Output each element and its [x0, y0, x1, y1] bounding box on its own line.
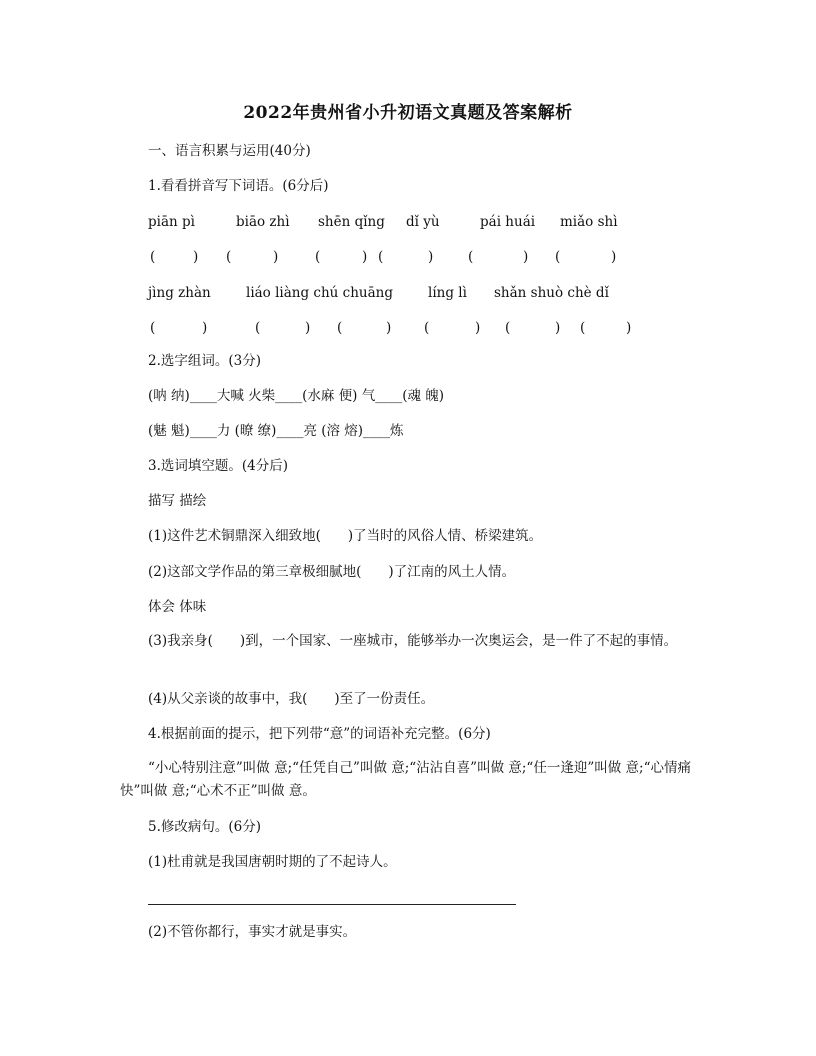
- answer-bracket-close: ): [273, 249, 279, 265]
- question-2-prompt: 2.选字组词。(3分): [148, 353, 262, 369]
- word-choices: 描写 描绘: [148, 493, 207, 509]
- question-4-prompt: 4.根据前面的提示，把下列带“意”的词语补充完整。(6分): [148, 726, 491, 742]
- answer-bracket-close: ): [193, 249, 199, 265]
- answer-bracket-close: ): [523, 249, 529, 265]
- question-3-sentence: (2)这部文学作品的第三章极细腻地( )了江南的风土人情。: [148, 564, 516, 580]
- answer-bracket-close: ): [555, 320, 561, 336]
- answer-bracket-close: ): [626, 320, 632, 336]
- question-2-line: (魅 魁)____力 (暸 缭)____亮 (溶 熔)____炼: [148, 423, 404, 439]
- answer-bracket-close: ): [305, 320, 311, 336]
- answer-bracket-open: (: [468, 249, 474, 265]
- question-3-sentence: (1)这件艺术铜鼎深入细致地( )了当时的风俗人情、桥梁建筑。: [148, 528, 543, 544]
- pinyin-item: jìng zhàn: [148, 285, 211, 301]
- section-heading: 一、语言积累与运用(40分): [148, 143, 311, 159]
- answer-bracket-close: ): [202, 320, 208, 336]
- pinyin-item: líng lì: [428, 285, 467, 301]
- question-2-line: (呐 纳)____大喊 火柴____(水麻 便) 气____(魂 魄): [148, 388, 445, 404]
- question-1-prompt: 1.看看拼音写下词语。(6分后): [148, 178, 329, 194]
- word-choices: 体会 体味: [148, 599, 207, 615]
- answer-bracket-open: (: [315, 249, 321, 265]
- pinyin-item: biāo zhì: [236, 214, 290, 230]
- answer-bracket-close: ): [386, 320, 392, 336]
- question-3-sentence: (4)从父亲谈的故事中，我( )至了一份责任。: [148, 691, 435, 707]
- answer-bracket-open: (: [378, 249, 384, 265]
- question-4-text: “小心特别注意”叫做 意;“任凭自己”叫做 意;“沾沾自喜”叫做 意;“任一逢迎”叫做 意;“心情痛快”叫做 意;“心术不正”叫做 意。: [120, 760, 691, 799]
- pinyin-item: liáo liàng chú chuāng: [246, 285, 393, 301]
- answer-bracket-open: (: [255, 320, 261, 336]
- answer-bracket-open: (: [226, 249, 232, 265]
- answer-bracket-close: ): [428, 249, 434, 265]
- pinyin-item: shǎn shuò chè dǐ: [494, 285, 609, 301]
- answer-bracket-open: (: [337, 320, 343, 336]
- answer-bracket-close: ): [362, 249, 368, 265]
- answer-bracket-open: (: [580, 320, 586, 336]
- answer-bracket-open: (: [555, 249, 561, 265]
- question-5-prompt: 5.修改病句。(6分): [148, 819, 262, 835]
- answer-bracket-open: (: [150, 249, 156, 265]
- pinyin-item: piān pì: [148, 214, 195, 230]
- answer-bracket-open: (: [150, 320, 156, 336]
- pinyin-item: miǎo shì: [560, 214, 618, 230]
- question-5-sentence: (2)不管你都行，事实才就是事实。: [148, 924, 357, 940]
- answer-bracket-close: ): [475, 320, 481, 336]
- pinyin-item: pái huái: [480, 214, 536, 230]
- answer-bracket-open: (: [424, 320, 430, 336]
- question-5-sentence: (1)杜甫就是我国唐朝时期的了不起诗人。: [148, 854, 397, 870]
- answer-line: [148, 904, 516, 905]
- question-3-sentence: (3)我亲身( )到，一个国家、一座城市，能够举办一次奥运会，是一件了不起的事情。: [148, 633, 678, 649]
- answer-bracket-close: ): [611, 249, 617, 265]
- answer-bracket-open: (: [505, 320, 511, 336]
- question-3-prompt: 3.选词填空题。(4分后): [148, 458, 289, 474]
- pinyin-item: dǐ yù: [406, 214, 440, 230]
- pinyin-item: shēn qǐng: [318, 214, 385, 230]
- page-title: 2022年贵州省小升初语文真题及答案解析: [243, 103, 573, 123]
